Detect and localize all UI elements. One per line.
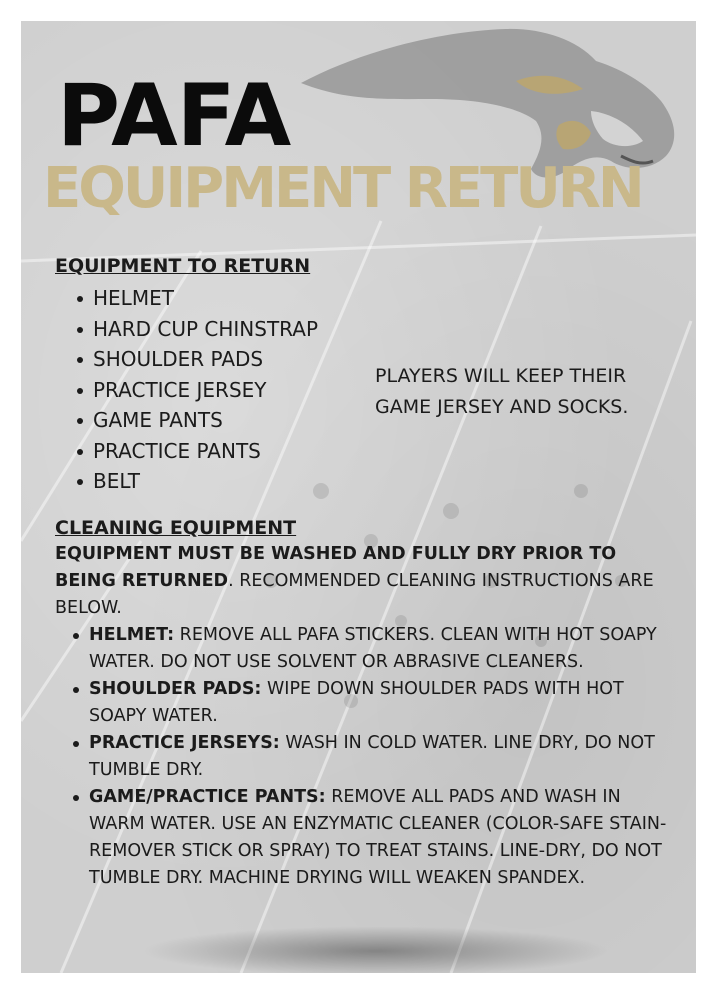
item-text: WIPE DOWN SHOULDER PADS WITH HOT SOAPY WATER.	[89, 678, 624, 726]
cleaning-section	[55, 515, 675, 892]
cleaning-list	[55, 622, 675, 892]
list-item: HARD CUP CHINSTRAP	[77, 314, 675, 345]
item-text: WASH IN COLD WATER. LINE DRY, DO NOT TUMBLE DRY.	[89, 732, 655, 780]
item-label: HELMET:	[89, 624, 175, 645]
item-label: GAME/PRACTICE PANTS:	[89, 786, 326, 807]
list-item	[73, 730, 675, 784]
bottom-shadow	[141, 926, 611, 973]
cleaning-heading: CLEANING EQUIPMENT	[55, 516, 297, 539]
cleaning-intro-rest: . RECOMMENDED CLEANING INSTRUCTIONS ARE BELOW.	[55, 570, 654, 618]
list-item: PRACTICE JERSEY	[77, 375, 675, 406]
list-item: BELT	[77, 466, 675, 497]
flyer-page	[21, 21, 696, 973]
item-text: REMOVE ALL PAFA STICKERS. CLEAN WITH HOT SOAPY WATER. DO NOT USE SOLVENT OR ABRASIVE CLEANERS.	[89, 624, 657, 672]
cleaning-intro	[55, 541, 675, 622]
main-content	[55, 253, 675, 892]
list-item: HELMET	[77, 283, 675, 314]
item-text: REMOVE ALL PADS AND WASH IN WARM WATER. USE AN ENZYMATIC CLEANER (COLOR-SAFE STAIN-REMOVER STICK OR SPRAY) TO TREAT STAINS. LINE-DRY, DO NOT TUMBLE DRY. MACHINE DRYING WILL WEAKEN SPANDEX.	[89, 786, 667, 888]
list-item	[73, 622, 675, 676]
return-section	[55, 253, 675, 497]
return-heading: EQUIPMENT TO RETURN	[55, 255, 311, 277]
page-subtitle: EQUIPMENT RETURN	[43, 156, 642, 221]
list-item: GAME PANTS	[77, 405, 675, 436]
item-label: SHOULDER PADS:	[89, 678, 262, 699]
cleaning-intro-emphasis: EQUIPMENT MUST BE WASHED AND FULLY DRY PRIOR TO BEING RETURNED	[55, 543, 617, 591]
page-title: PAFA	[57, 66, 291, 166]
keep-note: PLAYERS WILL KEEP THEIR GAME JERSEY AND SOCKS.	[375, 365, 629, 418]
item-label: PRACTICE JERSEYS:	[89, 732, 280, 753]
list-item: PRACTICE PANTS	[77, 436, 675, 467]
list-item	[73, 784, 675, 892]
list-item: SHOULDER PADS	[77, 344, 675, 375]
list-item	[73, 676, 675, 730]
